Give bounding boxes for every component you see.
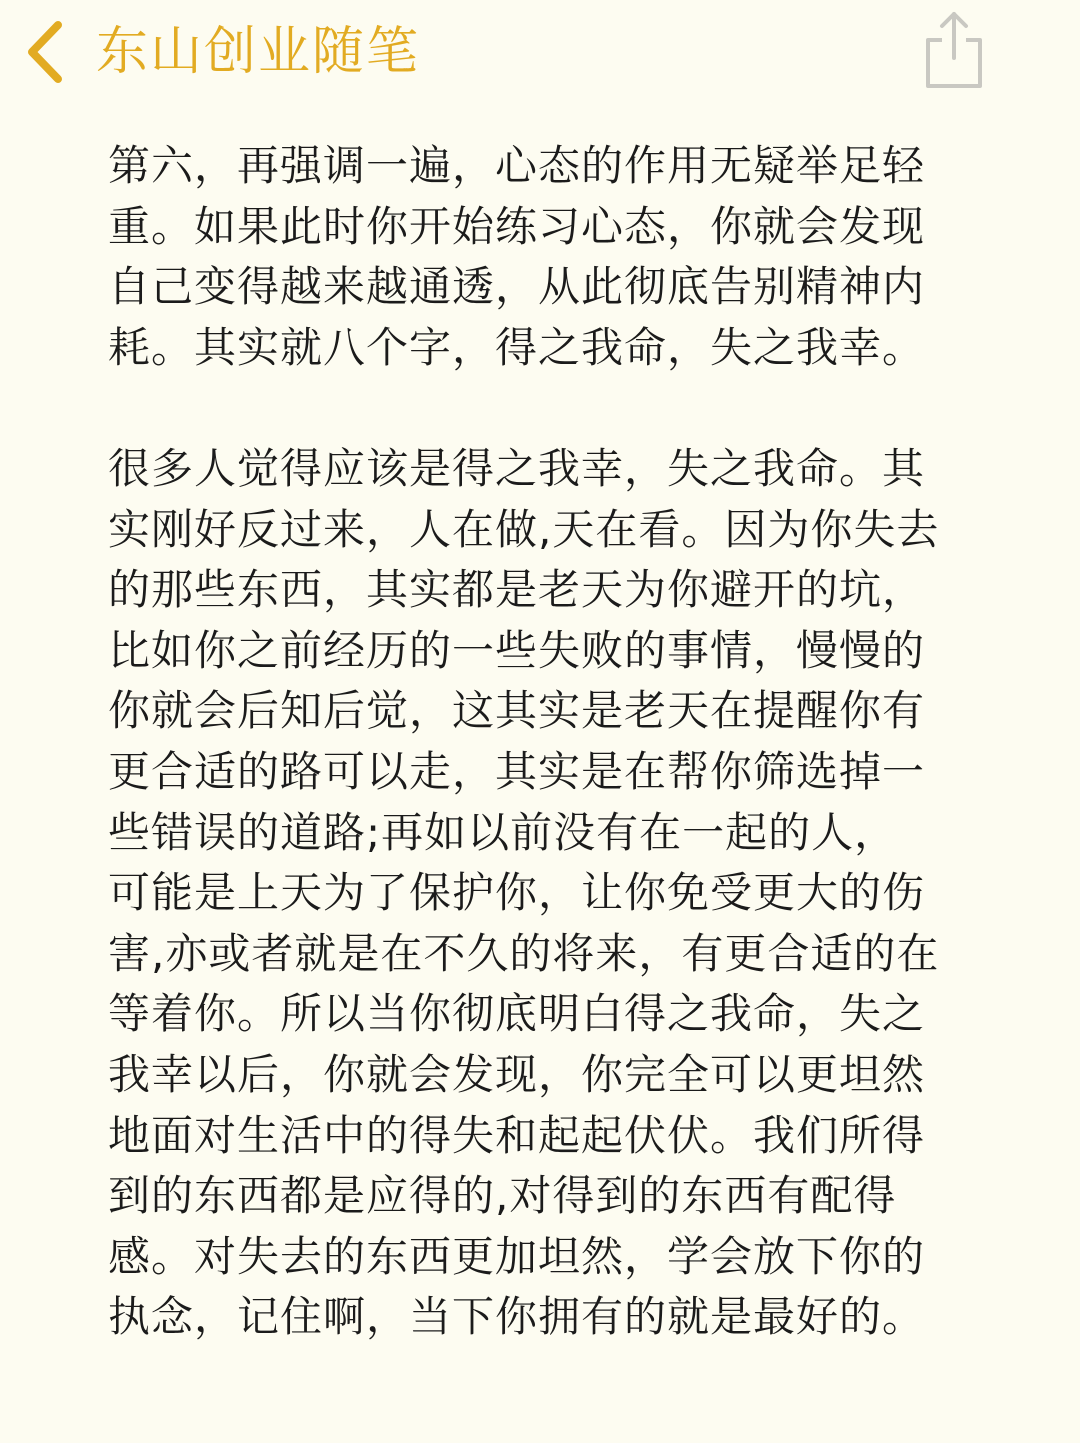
- share-button[interactable]: [918, 6, 990, 92]
- chevron-left-icon[interactable]: [22, 17, 68, 87]
- share-icon[interactable]: [918, 6, 990, 92]
- note-paragraph: 第六，再强调一遍，心态的作用无疑举足轻 重。如果此时你开始练习心态，你就会发现 自己变得越来越通透，从此彻底告别精神内 耗。其实就八个字，得之我命，失之我幸。: [108, 141, 926, 372]
- note-folder-title: 东山创业随笔: [96, 22, 421, 82]
- back-button[interactable]: [22, 12, 420, 92]
- note-content[interactable]: [108, 136, 968, 1348]
- note-paragraph: 很多人觉得应该是得之我幸，失之我命。其 实刚好反过来，人在做,天在看。因为你失去 的那些东西，其实都是老天为你避开的坑， 比如你之前经历的一些失败的事情，慢慢的 你就会后知后觉，这其实是老天在提醒你有 更合适的路可以走，其实是在帮你筛选掉一 些错误的道路;再如以前没有在一起的人， 可能是上天为了保护你，让你免受更大的伤 害,亦或者就是在不久的将来，有更合适的在 等着你。所以当你彻底明白得之我命，失之 我幸以后，你就会发现，你完全可以更坦然 地面对生活中的得失和起起伏伏。我们所得 到的东西都是应得的,对得到的东西有配得 感。对失去的东西更加坦然，学会放下你的 执念，记住啊，当下你拥有的就是最好的。: [108, 443, 940, 1342]
- navigation-bar: [0, 0, 1080, 110]
